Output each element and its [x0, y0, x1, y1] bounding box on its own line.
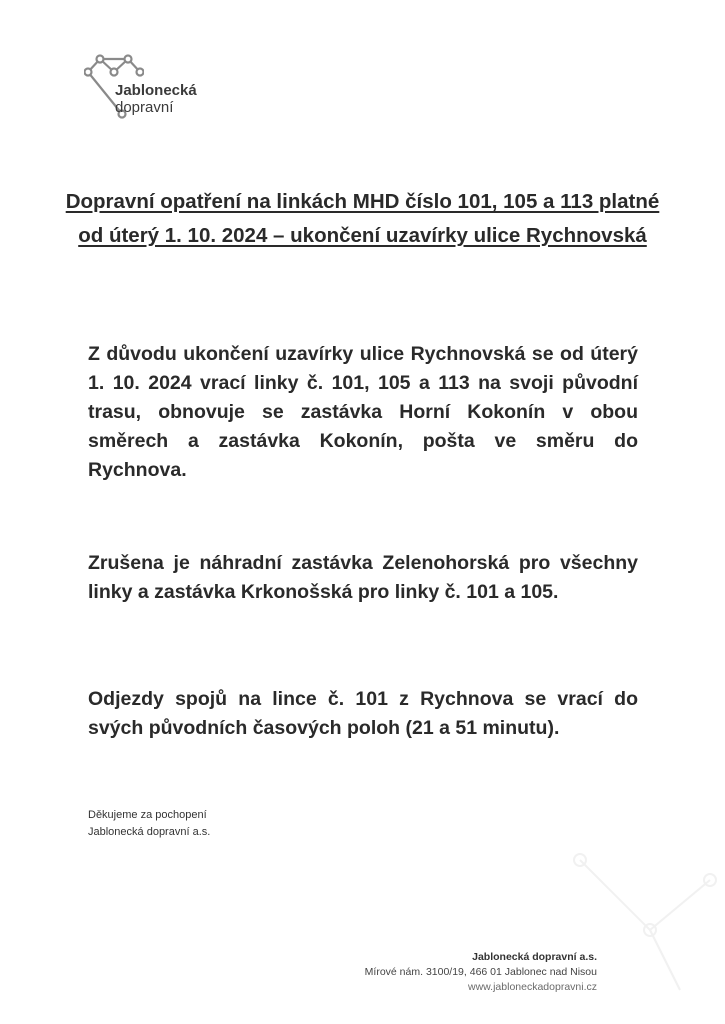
closing-signature — [88, 807, 210, 841]
footer-address: Mírové nám. 3100/19, 466 01 Jablonec nad Nisou — [364, 966, 597, 978]
logo-name-line1: Jablonecká — [115, 82, 197, 99]
company-logo — [84, 48, 244, 128]
notice-paragraph-1: Z důvodu ukončení uzavírky ulice Rychnovská se od úterý 1. 10. 2024 vrací linky č. 101, 105 a 113 na svoji původní trasu, obnovuje se zastávka Horní Kokonín v obou směrech a zastávka Kokonín, pošta ve směru do Rychnova. — [88, 343, 638, 481]
closing-company: Jablonecká dopravní a.s. — [88, 826, 211, 838]
closing-thanks: Děkujeme za pochopení — [88, 809, 207, 821]
footer-website: www.jabloneckadopravni.cz — [468, 981, 597, 993]
notice-paragraph-2: Zrušena je náhradní zastávka Zelenohorská pro všechny linky a zastávka Krkonošská pro linky č. 101 a 105. — [88, 552, 638, 603]
logo-wordmark — [115, 82, 197, 116]
notice-paragraph-3: Odjezdy spojů na lince č. 101 z Rychnova se vrací do svých původních časových poloh (21 a 51 minutu). — [88, 688, 638, 739]
logo-name-line2: dopravní — [115, 99, 174, 116]
notice-title: Dopravní opatření na linkách MHD číslo 101, 105 a 113 platné od úterý 1. 10. 2024 – ukončení uzavírky ulice Rychnovská — [65, 190, 660, 247]
footer-contact — [365, 950, 597, 995]
footer-company: Jablonecká dopravní a.s. — [472, 951, 597, 963]
